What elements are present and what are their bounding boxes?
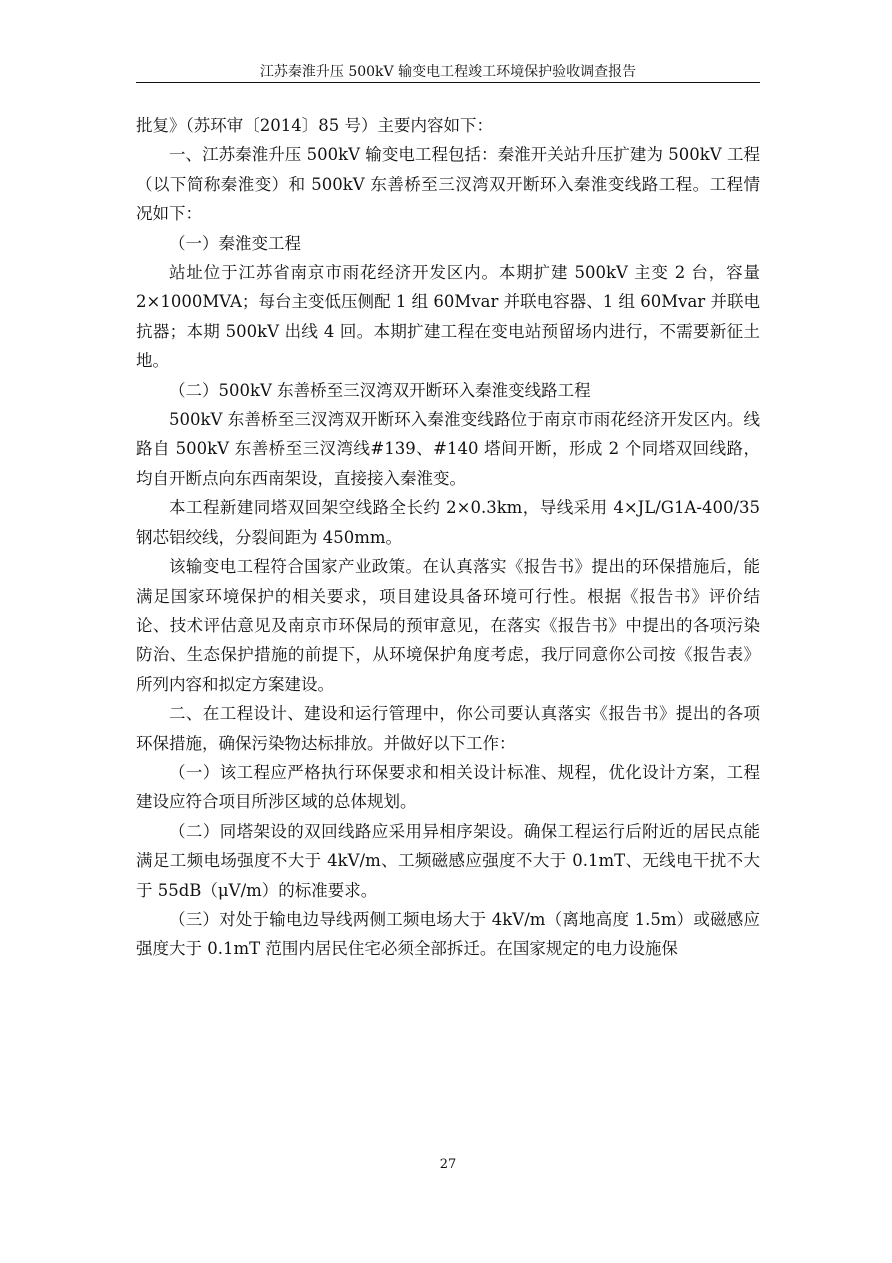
paragraph-line-route: 500kV 东善桥至三汊湾双开断环入秦淮变线路位于南京市雨花经济开发区内。线路自 500kV 东善桥至三汊湾线#139、#140 塔间开断，形成 2 个同塔双回线路，均自开断点向东西南架设，直接接入秦淮变。 bbox=[136, 410, 760, 488]
paragraph-substation-details: 站址位于江苏省南京市雨花经济开发区内。本期扩建 500kV 主变 2 台，容量 2×1000MVA；每台主变低压侧配 1 组 60Mvar 并联电容器、1 组 60Mvar 并联电抗器；本期 500kV 出线 4 回。本期扩建工程在变电站预留场内进行，不需要新征土地。 bbox=[136, 263, 760, 371]
paragraph-project-scope: 一、江苏秦淮升压 500kV 输变电工程包括：秦淮开关站升压扩建为 500kV 工程（以下简称秦淮变）和 500kV 东善桥至三汊湾双开断环入秦淮变线路工程。工程情况如下： bbox=[136, 145, 760, 224]
document-body bbox=[136, 111, 760, 964]
paragraph-line-specs: 本工程新建同塔双回架空线路全长约 2×0.3km，导线采用 4×JL/G1A-400/35 钢芯铝绞线，分裂间距为 450mm。 bbox=[136, 498, 760, 547]
paragraph-policy-compliance: 该输变电工程符合国家产业政策。在认真落实《报告书》提出的环保措施后，能满足国家环境保护的相关要求，项目建设具备环境可行性。根据《报告书》评价结论、技术评估意见及南京市环保局的预审意见，在落实《报告书》中提出的各项污染防治、生态保护措施的前提下，从环境保护角度考虑，我厅同意你公司按《报告表》所列内容和拟定方案建设。 bbox=[136, 557, 760, 694]
running-header: 江苏秦淮升压 500kV 输变电工程竣工环境保护验收调查报告 bbox=[259, 64, 637, 80]
paragraph-requirements-intro: 二、在工程设计、建设和运行管理中，你公司要认真落实《报告书》提出的各项环保措施，确保污染物达标排放。并做好以下工作： bbox=[136, 704, 760, 753]
paragraph-requirement-3: （三）对处于输电边导线两侧工频电场大于 4kV/m（离地高度 1.5m）或磁感应强度大于 0.1mT 范围内居民住宅必须全部拆迁。在国家规定的电力设施保 bbox=[136, 909, 760, 959]
paragraph-requirement-2: （二）同塔架设的双回线路应采用异相序架设。确保工程运行后附近的居民点能满足工频电场强度不大于 4kV/m、工频磁感应强度不大于 0.1mT、无线电干扰不大于 55dB（μV/m）的标准要求。 bbox=[136, 821, 760, 900]
paragraph-approval-intro: 批复》（苏环审〔2014〕85 号）主要内容如下： bbox=[136, 116, 493, 135]
subheading-qinhuai-substation: （一）秦淮变工程 bbox=[169, 233, 301, 253]
subheading-transmission-line: （二）500kV 东善桥至三汊湾双开断环入秦淮变线路工程 bbox=[169, 380, 591, 400]
header-divider bbox=[136, 82, 760, 83]
paragraph-requirement-1: （一）该工程应严格执行环保要求和相关设计标准、规程，优化设计方案，工程建设应符合项目所涉区域的总体规划。 bbox=[136, 762, 760, 812]
page-number: 27 bbox=[439, 1157, 457, 1172]
